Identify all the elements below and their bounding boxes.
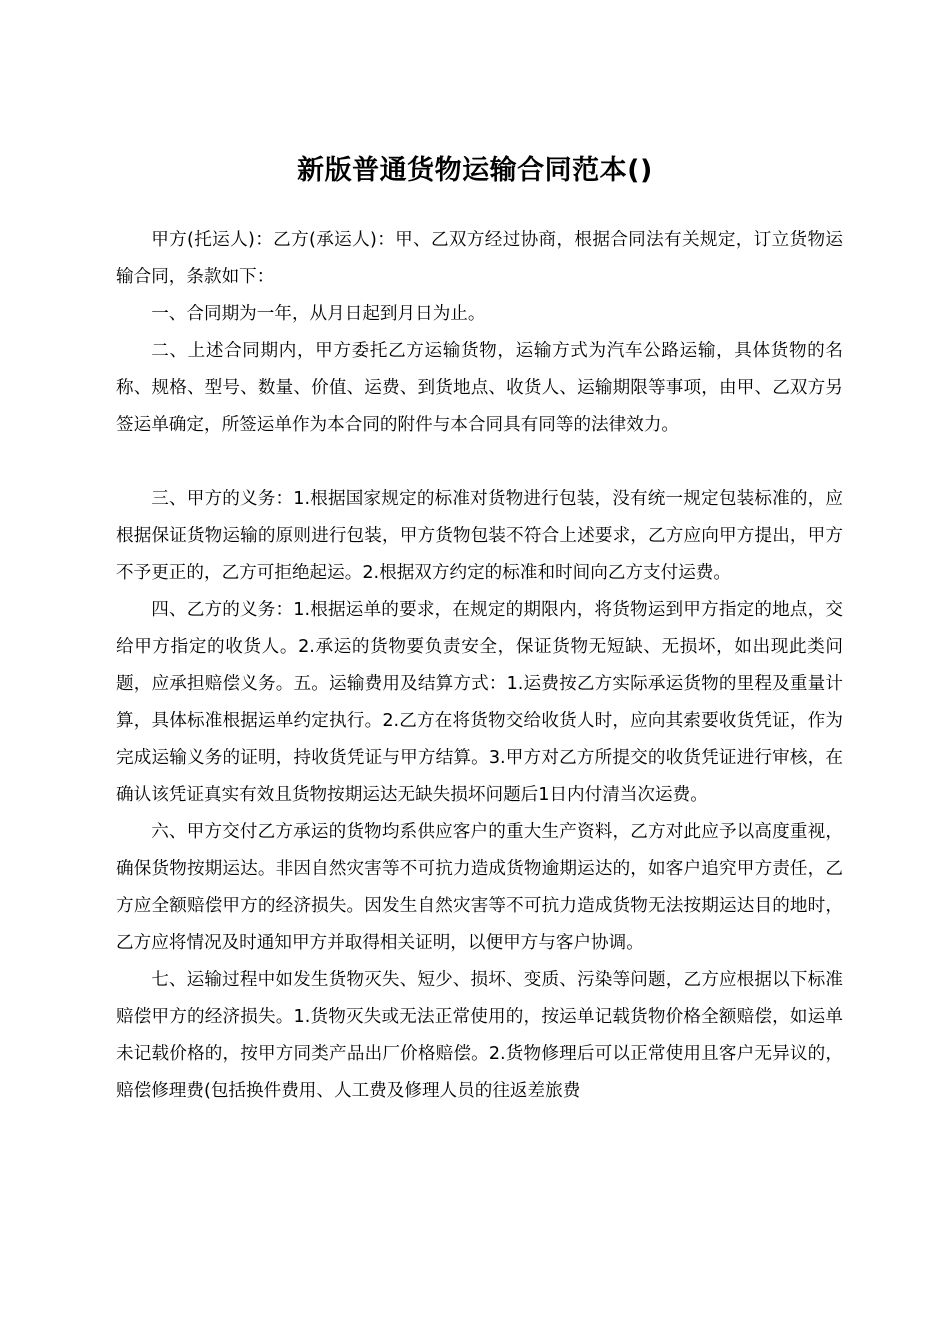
document-body — [116, 222, 843, 1110]
paragraph-clause-1: 一、合同期为一年，从月日起到月日为止。 — [151, 304, 486, 324]
paragraph-preamble: 甲方(托运人)：乙方(承运人)：甲、乙双方经过协商，根据合同法有关规定，订立货物运输合同，条款如下： — [116, 230, 843, 287]
document-title: 新版普通货物运输合同范本() — [297, 155, 653, 187]
paragraph-clause-4: 四、乙方的义务：1.根据运单的要求，在规定的期限内，将货物运到甲方指定的地点，交给甲方指定的收货人。2.承运的货物要负责安全，保证货物无短缺、无损坏，如出现此类问题，应承担赔偿义务。五。运输费用及结算方式：1.运费按乙方实际承运货物的里程及重量计算，具体标准根据运单约定执行。2.乙方在将货物交给收货人时，应向其索要收货凭证，作为完成运输义务的证明，持收货凭证与甲方结算。3.甲方对乙方所提交的收货凭证进行审核，在确认该凭证真实有效且货物按期运达无缺失损坏问题后1日内付清当次运费。 — [116, 600, 843, 805]
paragraph-clause-6: 六、甲方交付乙方承运的货物均系供应客户的重大生产资料，乙方对此应予以高度重视，确保货物按期运达。非因自然灾害等不可抗力造成货物逾期运达的，如客户追究甲方责任，乙方应全额赔偿甲方的经济损失。因发生自然灾害等不可抗力造成货物无法按期运达目的地时，乙方应将情况及时通知甲方并取得相关证明，以便甲方与客户协调。 — [116, 822, 843, 953]
paragraph-clause-7: 七、运输过程中如发生货物灭失、短少、损坏、变质、污染等问题，乙方应根据以下标准赔偿甲方的经济损失。1.货物灭失或无法正常使用的，按运单记载货物价格全额赔偿，如运单未记载价格的，按甲方同类产品出厂价格赔偿。2.货物修理后可以正常使用且客户无异议的，赔偿修理费(包括换件费用、人工费及修理人员的往返差旅费 — [116, 970, 843, 1101]
paragraph-clause-3: 三、甲方的义务：1.根据国家规定的标准对货物进行包装，没有统一规定包装标准的，应根据保证货物运输的原则进行包装，甲方货物包装不符合上述要求，乙方应向甲方提出，甲方不予更正的，乙方可拒绝起运。2.根据双方约定的标准和时间向乙方支付运费。 — [116, 489, 843, 583]
paragraph-clause-2: 二、上述合同期内，甲方委托乙方运输货物，运输方式为汽车公路运输，具体货物的名称、规格、型号、数量、价值、运费、到货地点、收货人、运输期限等事项，由甲、乙双方另签运单确定，所签运单作为本合同的附件与本合同具有同等的法律效力。 — [116, 341, 843, 435]
